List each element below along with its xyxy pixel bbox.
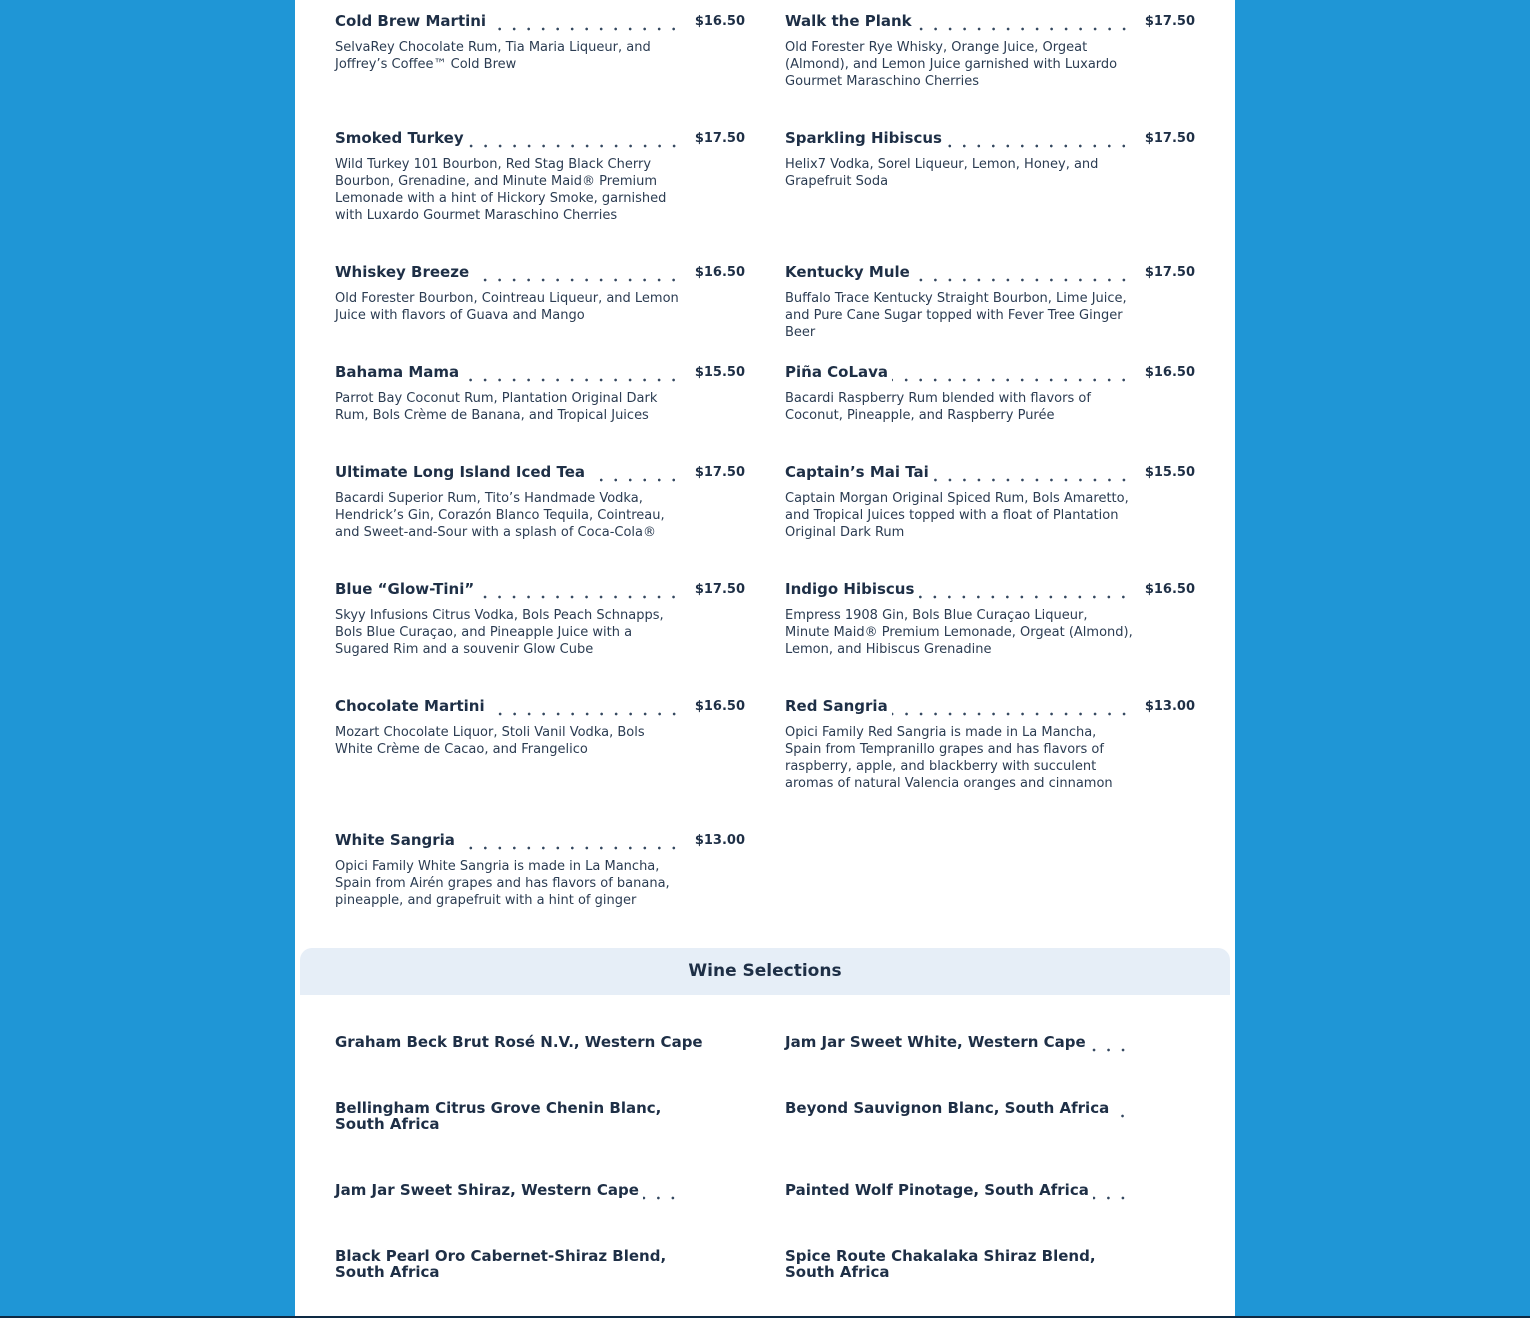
- menu-item-ultimate-long-island-iced-tea: [335, 462, 745, 541]
- menu-item-description: Wild Turkey 101 Bourbon, Red Stag Black Cherry Bourbon, Grenadine, and Minute Maid® Premium Lemonade with a hint of Hickory Smoke, garnished with Luxardo Gourmet Maraschino Cherries: [335, 157, 667, 223]
- menu-item-price: $16.50: [694, 265, 745, 280]
- menu-item-price: $16.50: [1144, 582, 1195, 597]
- wine-item: [335, 1182, 680, 1202]
- dot-leader: [918, 579, 1131, 599]
- wine-item: [785, 1100, 1130, 1120]
- wine-selections-header: Wine Selections: [300, 948, 1230, 995]
- menu-item-name: Kentucky Mule: [785, 262, 914, 282]
- menu-item-price: $17.50: [1144, 131, 1195, 146]
- dot-leader: [463, 362, 681, 382]
- menu-item-red-sangria: [785, 696, 1195, 792]
- menu-item-name: Whiskey Breeze: [335, 262, 473, 282]
- dot-leader: [473, 262, 681, 282]
- wine-item-name: Black Pearl Oro Cabernet-Shiraz Blend, South Africa: [335, 1248, 680, 1280]
- menu-item-description: Opici Family White Sangria is made in La Mancha, Spain from Airén grapes and has flavors of banana, pineapple, and grapefruit with a hint of ginger: [335, 859, 670, 908]
- wine-item-name: Spice Route Chakalaka Shiraz Blend, South Africa: [785, 1248, 1130, 1280]
- menu-item-price: $16.50: [694, 699, 745, 714]
- menu-item-whiskey-breeze: [335, 262, 745, 324]
- menu-item-description: SelvaRey Chocolate Rum, Tia Maria Liqueur, and Joffrey’s Coffee™ Cold Brew: [335, 40, 651, 72]
- menu-item-indigo-hibiscus: [785, 579, 1195, 658]
- menu-item-description: Parrot Bay Coconut Rum, Plantation Original Dark Rum, Bols Crème de Banana, and Tropical Juices: [335, 391, 658, 423]
- menu-item-description: Bacardi Raspberry Rum blended with flavors of Coconut, Pineapple, and Raspberry Purée: [785, 391, 1091, 423]
- menu-item-description: Captain Morgan Original Spiced Rum, Bols Amaretto, and Tropical Juices topped with a float of Plantation Original Dark Rum: [785, 491, 1129, 540]
- menu-item-name: Ultimate Long Island Iced Tea: [335, 462, 589, 482]
- menu-item-price: $17.50: [1144, 265, 1195, 280]
- menu-item-name: Sparkling Hibiscus: [785, 128, 946, 148]
- wine-item-name: Jam Jar Sweet Shiraz, Western Cape: [335, 1182, 643, 1198]
- menu-item-white-sangria: [335, 830, 745, 909]
- menu-item-description: Opici Family Red Sangria is made in La Mancha, Spain from Tempranillo grapes and has flavors of raspberry, apple, and blackberry with succulent aromas of natural Valencia oranges and cinnamon: [785, 725, 1113, 791]
- dot-leader: [1093, 1182, 1130, 1200]
- dot-leader: [946, 128, 1131, 148]
- wine-item: [785, 1247, 1130, 1281]
- menu-item-cold-brew-martini: [335, 11, 745, 73]
- menu-item-price: $16.50: [1144, 365, 1195, 380]
- wine-item-name: Graham Beck Brut Rosé N.V., Western Cape: [335, 1034, 707, 1050]
- dot-leader: [489, 696, 681, 716]
- menu-item-price: $16.50: [694, 14, 745, 29]
- menu-item-price: $17.50: [694, 465, 745, 480]
- wine-item-name: Painted Wolf Pinotage, South Africa: [785, 1182, 1093, 1198]
- menu-item-name: Smoked Turkey: [335, 128, 468, 148]
- wine-item: [335, 1033, 703, 1054]
- dot-leader: [490, 11, 681, 31]
- menu-item-description: Empress 1908 Gin, Bols Blue Curaçao Liqueur, Minute Maid® Premium Lemonade, Orgeat (Almond), Lemon, and Hibiscus Grenadine: [785, 608, 1133, 657]
- menu-item-name: Chocolate Martini: [335, 696, 489, 716]
- menu-item-description: Skyy Infusions Citrus Vodka, Bols Peach Schnapps, Bols Blue Curaçao, and Pineapple Juice with a Sugared Rim and a souvenir Glow Cube: [335, 608, 664, 657]
- dot-leader: [892, 696, 1131, 716]
- wine-item: [335, 1099, 680, 1133]
- menu-item-blue-glow-tini: [335, 579, 745, 658]
- menu-item-price: $13.00: [1144, 699, 1195, 714]
- menu-item-name: Captain’s Mai Tai: [785, 462, 933, 482]
- wine-item-name: Bellingham Citrus Grove Chenin Blanc, South Africa: [335, 1100, 680, 1132]
- wine-item: [785, 1034, 1130, 1054]
- menu-item-price: $17.50: [694, 582, 745, 597]
- menu-item-name: Indigo Hibiscus: [785, 579, 918, 599]
- menu-item-description: Buffalo Trace Kentucky Straight Bourbon, Lime Juice, and Pure Cane Sugar topped with Fever Tree Ginger Beer: [785, 291, 1127, 340]
- menu-item-smoked-turkey: [335, 128, 745, 224]
- wine-item-name: Jam Jar Sweet White, Western Cape: [785, 1034, 1090, 1050]
- menu-item-description: Old Forester Rye Whisky, Orange Juice, Orgeat (Almond), and Lemon Juice garnished with Luxardo Gourmet Maraschino Cherries: [785, 40, 1118, 89]
- menu-item-pina-colava: [785, 362, 1195, 424]
- menu-item-walk-the-plank: [785, 11, 1195, 90]
- menu-item-price: $15.50: [1144, 465, 1195, 480]
- dot-leader: [1113, 1100, 1130, 1118]
- dot-leader: [468, 128, 681, 148]
- wine-item: [785, 1182, 1130, 1202]
- menu-item-name: Cold Brew Martini: [335, 11, 490, 31]
- menu-item-price: $17.50: [694, 131, 745, 146]
- menu-item-name: Walk the Plank: [785, 11, 916, 31]
- dot-leader: [916, 11, 1131, 31]
- menu-item-price: $15.50: [694, 365, 745, 380]
- wine-item-name: Beyond Sauvignon Blanc, South Africa: [785, 1100, 1113, 1116]
- menu-item-description: Mozart Chocolate Liquor, Stoli Vanil Vodka, Bols White Crème de Cacao, and Frangelico: [335, 725, 645, 757]
- menu-item-name: Bahama Mama: [335, 362, 463, 382]
- dot-leader: [589, 462, 681, 482]
- menu-item-price: $17.50: [1144, 14, 1195, 29]
- dot-leader: [892, 362, 1131, 382]
- menu-item-chocolate-martini: [335, 696, 745, 758]
- menu-item-kentucky-mule: [785, 262, 1195, 341]
- menu-item-name: Blue “Glow-Tini”: [335, 579, 478, 599]
- menu-item-description: Old Forester Bourbon, Cointreau Liqueur, and Lemon Juice with flavors of Guava and Mango: [335, 291, 679, 323]
- menu-item-name: White Sangria: [335, 830, 459, 850]
- menu-item-name: Piña CoLava: [785, 362, 892, 382]
- dot-leader: [914, 262, 1131, 282]
- wine-item: [335, 1247, 680, 1281]
- dot-leader: [1090, 1034, 1130, 1052]
- menu-item-description: Helix7 Vodka, Sorel Liqueur, Lemon, Honey, and Grapefruit Soda: [785, 157, 1099, 189]
- dot-leader: [459, 830, 681, 850]
- menu-item-name: Red Sangria: [785, 696, 892, 716]
- dot-leader: [478, 579, 681, 599]
- menu-item-price: $13.00: [694, 833, 745, 848]
- dot-leader: [643, 1182, 680, 1200]
- menu-item-description: Bacardi Superior Rum, Tito’s Handmade Vodka, Hendrick’s Gin, Corazón Blanco Tequila, Cointreau, and Sweet-and-Sour with a splash of Coca-Cola®: [335, 491, 665, 540]
- dot-leader: [933, 462, 1131, 482]
- menu-item-captains-mai-tai: [785, 462, 1195, 541]
- menu-item-sparkling-hibiscus: [785, 128, 1195, 190]
- menu-item-bahama-mama: [335, 362, 745, 424]
